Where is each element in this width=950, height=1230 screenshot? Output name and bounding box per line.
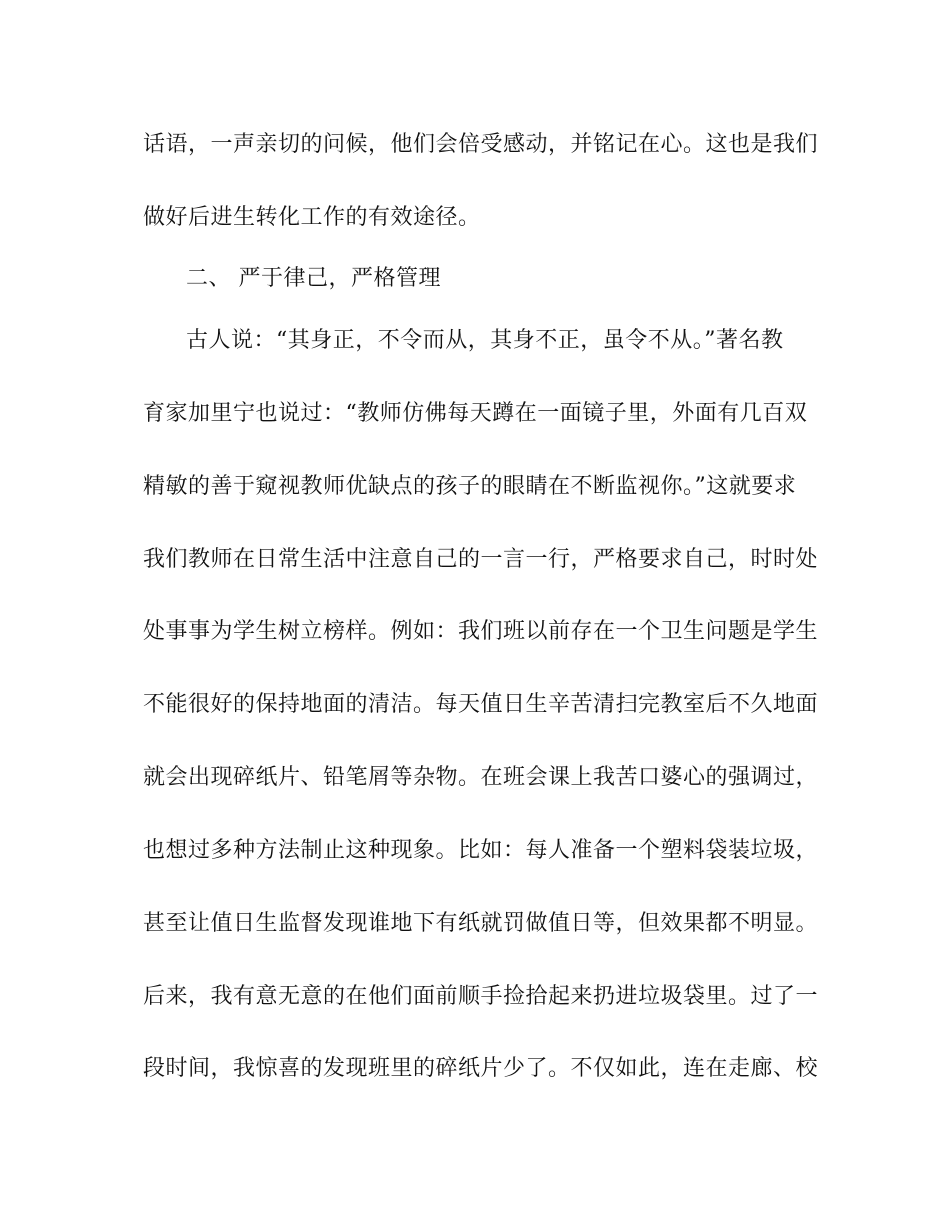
section-heading: 二、 严于律己，严格管理 <box>186 266 441 291</box>
paragraph-line: 不能很好的保持地面的清洁。每天值日生辛苦清扫完教室后不久地面 <box>143 692 819 717</box>
paragraph-line: 处事事为学生树立榜样。例如：我们班以前存在一个卫生问题是学生 <box>143 619 819 644</box>
paragraph-line: 育家加里宁也说过：“教师仿佛每天蹲在一面镜子里，外面有几百双 <box>143 401 808 426</box>
paragraph-line: 也想过多种方法制止这种现象。比如：每人准备一个塑料袋装垃圾， <box>143 838 819 863</box>
paragraph-line: 段时间，我惊喜的发现班里的碎纸片少了。不仅如此，连在走廊、校 <box>143 1056 819 1081</box>
paragraph-line: 我们教师在日常生活中注意自己的一言一行，严格要求自己，时时处 <box>143 547 819 572</box>
paragraph-line: 话语，一声亲切的问候，他们会倍受感动，并铭记在心。这也是我们 <box>143 132 819 157</box>
paragraph-line: 精敏的善于窥视教师优缺点的孩子的眼睛在不断监视你。”这就要求 <box>143 474 797 499</box>
paragraph-line: 甚至让值日生监督发现谁地下有纸就罚做值日等，但效果都不明显。 <box>143 911 819 936</box>
paragraph-line: 古人说：“其身正，不令而从，其身不正，虽令不从。”著名教 <box>186 328 784 353</box>
paragraph-line: 后来，我有意无意的在他们面前顺手捡拾起来扔进垃圾袋里。过了一 <box>143 984 819 1009</box>
paragraph-line: 就会出现碎纸片、铅笔屑等杂物。在班会课上我苦口婆心的强调过， <box>143 765 819 790</box>
paragraph-line: 做好后进生转化工作的有效途径。 <box>143 205 481 230</box>
